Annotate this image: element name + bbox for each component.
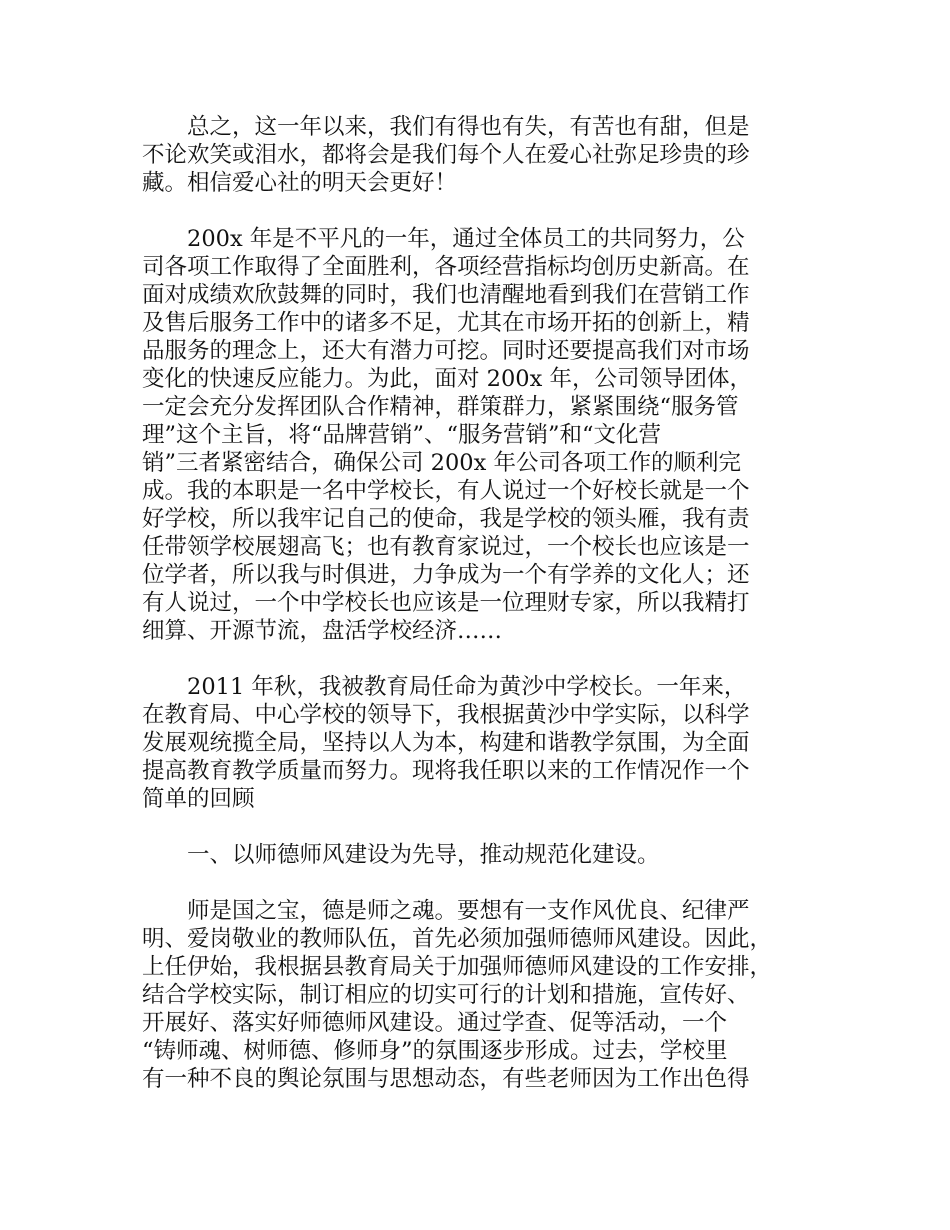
text-line: 结合学校实际，制订相应的切实可行的计划和措施，宣传好、: [142, 982, 750, 1008]
text-line: 面对成绩欢欣鼓舞的同时，我们也清醒地看到我们在营销工作: [142, 282, 750, 308]
text-line: “铸师魂、树师德、修师身”的氛围逐步形成。过去，学校里: [142, 1038, 728, 1064]
heading-line: 一、以师德师风建设为先导，推动规范化建设。: [142, 842, 660, 868]
text-line: 藏。相信爱心社的明天会更好！: [142, 170, 458, 196]
text-line: 师是国之宝，德是师之魂。要想有一支作风优良、纪律严: [142, 898, 750, 924]
text-line: 在教育局、中心学校的领导下，我根据黄沙中学实际，以科学: [142, 702, 750, 728]
text-line: 位学者，所以我与时俱进，力争成为一个有学养的文化人；还: [142, 562, 750, 588]
paragraph-company-review: [142, 225, 822, 645]
text-line: 品服务的理念上，还大有潜力可挖。同时还要提高我们对市场: [142, 338, 750, 364]
document-body: [142, 113, 822, 1093]
text-line: 不论欢笑或泪水，都将会是我们每个人在爱心社弥足珍贵的珍: [142, 142, 750, 168]
text-line: 明、爱岗敬业的教师队伍，首先必须加强师德师风建设。因此，: [142, 926, 773, 952]
text-line: 2011 年秋，我被教育局任命为黄沙中学校长。一年来，: [142, 674, 747, 700]
text-line: 任带领学校展翅高飞；也有教育家说过，一个校长也应该是一: [142, 534, 750, 560]
text-line: 上任伊始，我根据县教育局关于加强师德师风建设的工作安排，: [142, 954, 773, 980]
paragraph-principal-intro: [142, 673, 822, 813]
text-line: 细算、开源节流，盘活学校经济……: [142, 618, 503, 644]
text-line: 简单的回顾: [142, 786, 255, 812]
text-line: 理”这个主旨，将“品牌营销”、“服务营销”和“文化营: [142, 422, 662, 448]
text-line: 司各项工作取得了全面胜利，各项经营指标均创历史新高。在: [142, 254, 750, 280]
paragraph-gap: [142, 645, 822, 673]
paragraph-summary: [142, 113, 822, 197]
text-line: 提高教育教学质量而努力。现将我任职以来的工作情况作一个: [142, 758, 750, 784]
text-line: 发展观统揽全局，坚持以人为本，构建和谐教学氛围，为全面: [142, 730, 750, 756]
text-line: 有一种不良的舆论氛围与思想动态，有些老师因为工作出色得: [142, 1066, 750, 1092]
text-line: 总之，这一年以来，我们有得也有失，有苦也有甜，但是: [142, 114, 750, 140]
text-line: 变化的快速反应能力。为此，面对 200x 年，公司领导团体，: [142, 366, 752, 392]
text-line: 及售后服务工作中的诸多不足，尤其在市场开拓的创新上，精: [142, 310, 750, 336]
paragraph-gap: [142, 813, 822, 841]
paragraph-teacher-ethics: [142, 897, 822, 1093]
text-line: 一定会充分发挥团队合作精神，群策群力，紧紧围绕“服务管: [142, 394, 739, 420]
section-heading: [142, 841, 822, 869]
text-line: 开展好、落实好师德师风建设。通过学查、促等活动，一个: [142, 1010, 728, 1036]
text-line: 有人说过，一个中学校长也应该是一位理财专家，所以我精打: [142, 590, 750, 616]
text-line: 好学校，所以我牢记自己的使命，我是学校的领头雁，我有责: [142, 506, 750, 532]
paragraph-gap: [142, 197, 822, 225]
text-line: 销”三者紧密结合，确保公司 200x 年公司各项工作的顺利完: [142, 450, 741, 476]
text-line: 200x 年是不平凡的一年，通过全体员工的共同努力，公: [142, 226, 745, 252]
text-line: 成。我的本职是一名中学校长，有人说过一个好校长就是一个: [142, 478, 750, 504]
paragraph-gap: [142, 869, 822, 897]
